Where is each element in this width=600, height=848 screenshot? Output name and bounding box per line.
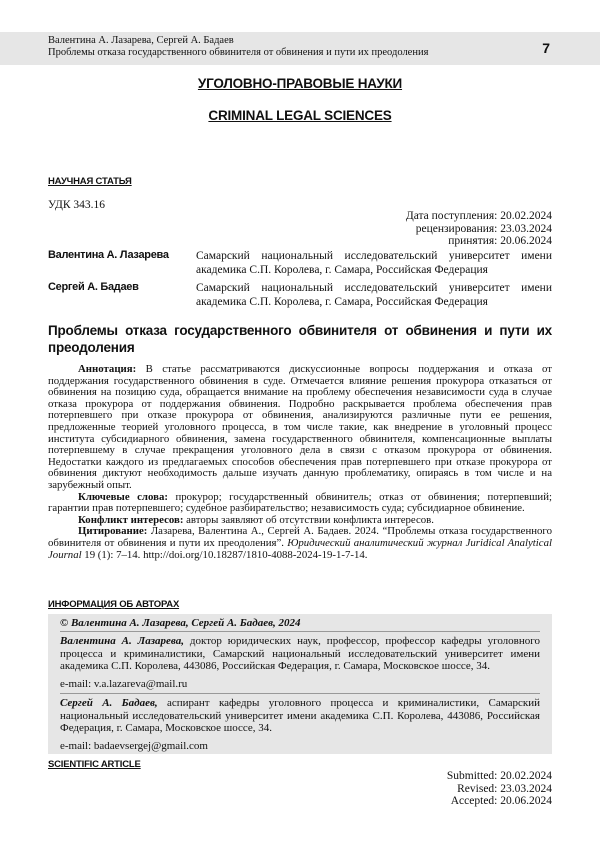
keywords-paragraph: [48, 492, 552, 515]
date-reviewed: рецензирования: 23.03.2024: [415, 222, 552, 235]
conflict-text: авторы заявляют об отсутствии конфликта интересов.: [186, 513, 434, 526]
abstract-block: [48, 364, 552, 561]
conflict-label: Конфликт интересов:: [78, 513, 184, 526]
authors-info-heading: ИНФОРМАЦИЯ ОБ АВТОРАХ: [48, 599, 180, 610]
page-number: 7: [542, 40, 550, 56]
udk: УДК 343.16: [48, 199, 105, 211]
section-title-ru: УГОЛОВНО-ПРАВОВЫЕ НАУКИ: [197, 76, 403, 91]
dates-ru: [406, 210, 552, 248]
abstract-label: Аннотация:: [78, 363, 137, 375]
citation-text: Лазарева, Валентина А., Сергей А. Бадаев. 2024. “Проблемы отказа государственного обвинителя от обвинения и пути их преодоления”.: [48, 525, 552, 549]
author-name: Сергей А. Бадаев: [48, 281, 139, 293]
author2-bio: аспирант кафедры уголовного процесса и криминалистики, Самарский национальный исследовательский университет имени академика С.П. Королева, 443086, Российская Федерация, г. Самара, Московское шоссе, 34.: [60, 697, 541, 735]
divider: [60, 693, 540, 694]
authors-info-box: [48, 614, 552, 754]
author2-email: e-mail: badaevsergej@gmail.com: [60, 740, 208, 753]
date-submitted: Submitted: 20.02.2024: [446, 770, 552, 782]
author2-name: Сергей А. Бадаев,: [60, 697, 158, 710]
copyright-line: © Валентина А. Лазарева, Сергей А. Бадаев, 2024: [60, 617, 301, 629]
author-row: [48, 249, 552, 277]
author1-name: Валентина А. Лазарева,: [60, 635, 184, 648]
article-type-en: SCIENTIFIC ARTICLE: [48, 759, 141, 770]
author-name: Валентина А. Лазарева: [48, 249, 169, 261]
authors-list: [48, 249, 552, 313]
date-received: Дата поступления: 20.02.2024: [405, 210, 552, 222]
author-row: [48, 281, 552, 309]
running-header-title: Проблемы отказа государственного обвинителя от обвинения и пути их преодоления: [48, 47, 429, 58]
citation-paragraph: [48, 526, 552, 561]
author1-email: e-mail: v.a.lazareva@mail.ru: [60, 678, 188, 691]
author-affiliation: Самарский национальный исследовательский университет имени академика С.П. Королева, г. Самара, Российская Федерация: [196, 250, 552, 276]
divider: [60, 631, 540, 632]
citation-tail: 19 (1): 7–14. http://doi.org/10.18287/1810-4088-2024-19-1-7-14.: [84, 548, 368, 561]
article-type-ru: НАУЧНАЯ СТАТЬЯ: [48, 176, 132, 187]
section-title-en: CRIMINAL LEGAL SCIENCES: [208, 108, 392, 123]
author2-bio-paragraph: [60, 697, 540, 734]
article-title: Проблемы отказа государственного обвинителя от обвинения и пути их преодоления: [48, 323, 552, 355]
running-header-authors: Валентина А. Лазарева, Сергей А. Бадаев: [48, 35, 234, 46]
date-accepted-en: Accepted: 20.06.2024: [450, 795, 552, 807]
date-accepted: принятия: 20.06.2024: [448, 235, 552, 247]
abstract-text: В статье рассматриваются дискуссионные вопросы поддержания и отказа от поддержания государственного обвинения в суде. Отмечается влияние решения прокурора отказаться от обвинения на позицию суда, обращается внимание на проблему обеспечения независимости суда в случае отказа прокурора от поддержания обвинения. Подробно раскрывается проблема обеспечения прав потерпевшего при отказе прокурора от обвинения, анализируются различные пути ее решения, предложенные теорией уголовного процесса, в том числе такие, как внедрение в уголовный процесс института субсидиарного обвинения, замена государственного обвинителя, компенсационные выплаты потерпевшему в случае прекращения уголовного дела в связи с отказом прокурора от обвинения. Недостатки каждого из предлагаемых способов обеспечения прав потерпевшего при отказе прокурора от обвинения диктуют необходимость дальше изучать данную проблематику, опираясь в том числе и на зарубежный опыт.: [48, 363, 552, 491]
author1-bio: доктор юридических наук, профессор, профессор кафедры уголовного процесса и криминалистики, Самарский национальный исследовательский университет имени академика С.П. Королева, 443086, Российская Федерация, г. Самара, Московское шоссе, 34.: [60, 635, 540, 672]
keywords-label: Ключевые слова:: [78, 490, 168, 503]
author1-bio-paragraph: [60, 635, 540, 672]
date-revised: Revised: 23.03.2024: [457, 782, 552, 795]
citation-label: Цитирование:: [78, 525, 148, 538]
keywords-text: прокурор; государственный обвинитель; отказ от обвинения; потерпевший; гарантии прав потерпевшего; судебное разбирательство; независимость суда; субсидиарное обвинение.: [48, 490, 552, 515]
author-affiliation: Самарский национальный исследовательский университет имени академика С.П. Королева, г. Самара, Российская Федерация: [196, 282, 552, 308]
dates-en: [447, 770, 552, 808]
citation-journal: Юридический аналитический журнал Juridical Analytical Journal: [48, 536, 552, 561]
abstract-paragraph: [48, 364, 552, 492]
